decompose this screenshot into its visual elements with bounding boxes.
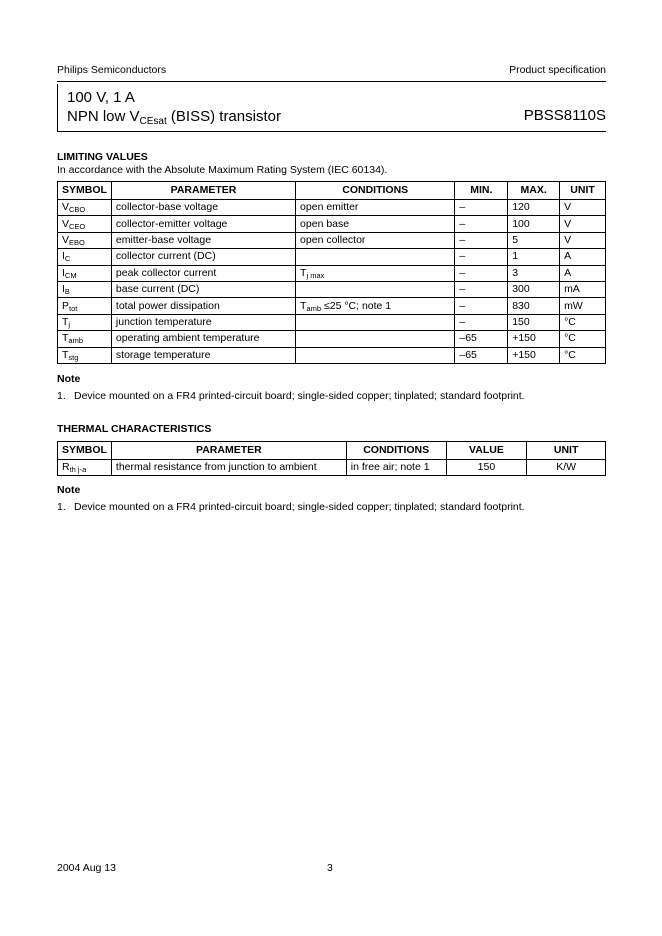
max-cell: +150 [508, 347, 560, 363]
table-row [58, 232, 606, 248]
table-row [58, 347, 606, 363]
unit-cell: °C [560, 331, 606, 347]
table-row [58, 298, 606, 314]
symbol-cell: $I_B$ [58, 281, 112, 297]
max-cell: +150 [508, 331, 560, 347]
page-number: 3 [327, 862, 333, 874]
min-cell: – [455, 249, 508, 265]
max-cell: 150 [508, 314, 560, 330]
parameter-cell: storage temperature [111, 347, 295, 363]
min-cell: –65 [455, 331, 508, 347]
symbol-cell: $T_{stg}$ [58, 347, 112, 363]
symbol-cell: $V_{CBO}$ [58, 200, 112, 216]
table-row [58, 331, 606, 347]
limiting-values-heading: LIMITING VALUES [57, 151, 148, 163]
parameter-cell: peak collector current [111, 265, 295, 281]
table-row [58, 314, 606, 330]
table-header-row [58, 442, 606, 460]
max-cell: 120 [508, 200, 560, 216]
min-cell: – [455, 314, 508, 330]
limiting-values-table [57, 181, 606, 364]
min-cell: – [455, 200, 508, 216]
table-row [58, 249, 606, 265]
document-type: Product specification [509, 64, 606, 76]
conditions-cell: open base [296, 216, 455, 232]
unit-cell: °C [560, 314, 606, 330]
unit-cell: V [560, 216, 606, 232]
table-row [58, 281, 606, 297]
parameter-cell: thermal resistance from junction to ambient [111, 460, 346, 476]
column-header: SYMBOL [58, 442, 112, 460]
part-number: PBSS8110S [523, 107, 606, 124]
unit-cell: V [560, 232, 606, 248]
min-cell: – [455, 298, 508, 314]
conditions-cell [296, 249, 455, 265]
title-divider [57, 84, 58, 131]
limiting-note-heading: Note [57, 373, 81, 385]
title-rating: 100 V, 1 A [67, 89, 135, 106]
min-cell: – [455, 265, 508, 281]
symbol-cell: $V_{CEO}$ [58, 216, 112, 232]
symbol-cell: $T_j$ [58, 314, 112, 330]
conditions-cell [296, 281, 455, 297]
symbol-cell: $P_{tot}$ [58, 298, 112, 314]
max-cell: 300 [508, 281, 560, 297]
unit-cell: A [560, 265, 606, 281]
thermal-note-heading: Note [57, 484, 81, 496]
parameter-cell: total power dissipation [111, 298, 295, 314]
max-cell: 5 [508, 232, 560, 248]
conditions-cell: open emitter [296, 200, 455, 216]
max-cell: 1 [508, 249, 560, 265]
column-header: PARAMETER [111, 182, 295, 200]
conditions-cell: $T_{j max}$ [296, 265, 455, 281]
company-name: Philips Semiconductors [57, 64, 167, 76]
parameter-cell: base current (DC) [111, 281, 295, 297]
min-cell: –65 [455, 347, 508, 363]
table-header-row [58, 182, 606, 200]
table-row [58, 216, 606, 232]
limiting-note-text: 1. Device mounted on a FR4 printed-circuit board; single-sided copper; tinplated; standard footprint. [57, 390, 525, 402]
symbol-cell: $V_{EBO}$ [58, 232, 112, 248]
max-cell: 3 [508, 265, 560, 281]
thermal-note-text: 1. Device mounted on a FR4 printed-circuit board; single-sided copper; tinplated; standard footprint. [57, 501, 525, 513]
conditions-cell [296, 331, 455, 347]
symbol-cell: $T_{amb}$ [58, 331, 112, 347]
column-header: MAX. [508, 182, 560, 200]
table-row [58, 200, 606, 216]
conditions-cell: open collector [296, 232, 455, 248]
parameter-cell: emitter-base voltage [111, 232, 295, 248]
parameter-cell: collector-emitter voltage [111, 216, 295, 232]
symbol-cell: $I_{CM}$ [58, 265, 112, 281]
title-rule [57, 131, 606, 132]
thermal-table [57, 441, 606, 476]
unit-cell: V [560, 200, 606, 216]
conditions-cell [296, 314, 455, 330]
column-header: CONDITIONS [296, 182, 455, 200]
conditions-cell [296, 347, 455, 363]
unit-cell: A [560, 249, 606, 265]
unit-cell: mA [560, 281, 606, 297]
column-header: MIN. [455, 182, 508, 200]
title-block [57, 84, 606, 131]
parameter-cell: operating ambient temperature [111, 331, 295, 347]
value-cell: 150 [446, 460, 527, 476]
column-header: CONDITIONS [346, 442, 446, 460]
parameter-cell: junction temperature [111, 314, 295, 330]
thermal-heading: THERMAL CHARACTERISTICS [57, 423, 212, 435]
parameter-cell: collector-base voltage [111, 200, 295, 216]
title-description: NPN low $V_{CEsat}$ (BISS) transistor [67, 108, 281, 127]
min-cell: – [455, 281, 508, 297]
conditions-cell: $T_{amb} \le 25$ °C; note 1 [296, 298, 455, 314]
column-header: SYMBOL [58, 182, 112, 200]
unit-cell: mW [560, 298, 606, 314]
limiting-values-intro: In accordance with the Absolute Maximum Rating System (IEC 60134). [57, 164, 388, 176]
parameter-cell: collector current (DC) [111, 249, 295, 265]
min-cell: – [455, 216, 508, 232]
footer-date: 2004 Aug 13 [57, 862, 116, 874]
symbol-cell: $I_C$ [58, 249, 112, 265]
column-header: UNIT [560, 182, 606, 200]
column-header: VALUE [446, 442, 527, 460]
table-row [58, 460, 606, 476]
table-row [58, 265, 606, 281]
max-cell: 830 [508, 298, 560, 314]
max-cell: 100 [508, 216, 560, 232]
unit-cell: °C [560, 347, 606, 363]
column-header: UNIT [527, 442, 606, 460]
column-header: PARAMETER [111, 442, 346, 460]
min-cell: – [455, 232, 508, 248]
symbol-cell: $R_{th j-a}$ [58, 460, 112, 476]
header-rule [57, 81, 606, 82]
unit-cell: K/W [527, 460, 606, 476]
conditions-cell: in free air; note 1 [346, 460, 446, 476]
